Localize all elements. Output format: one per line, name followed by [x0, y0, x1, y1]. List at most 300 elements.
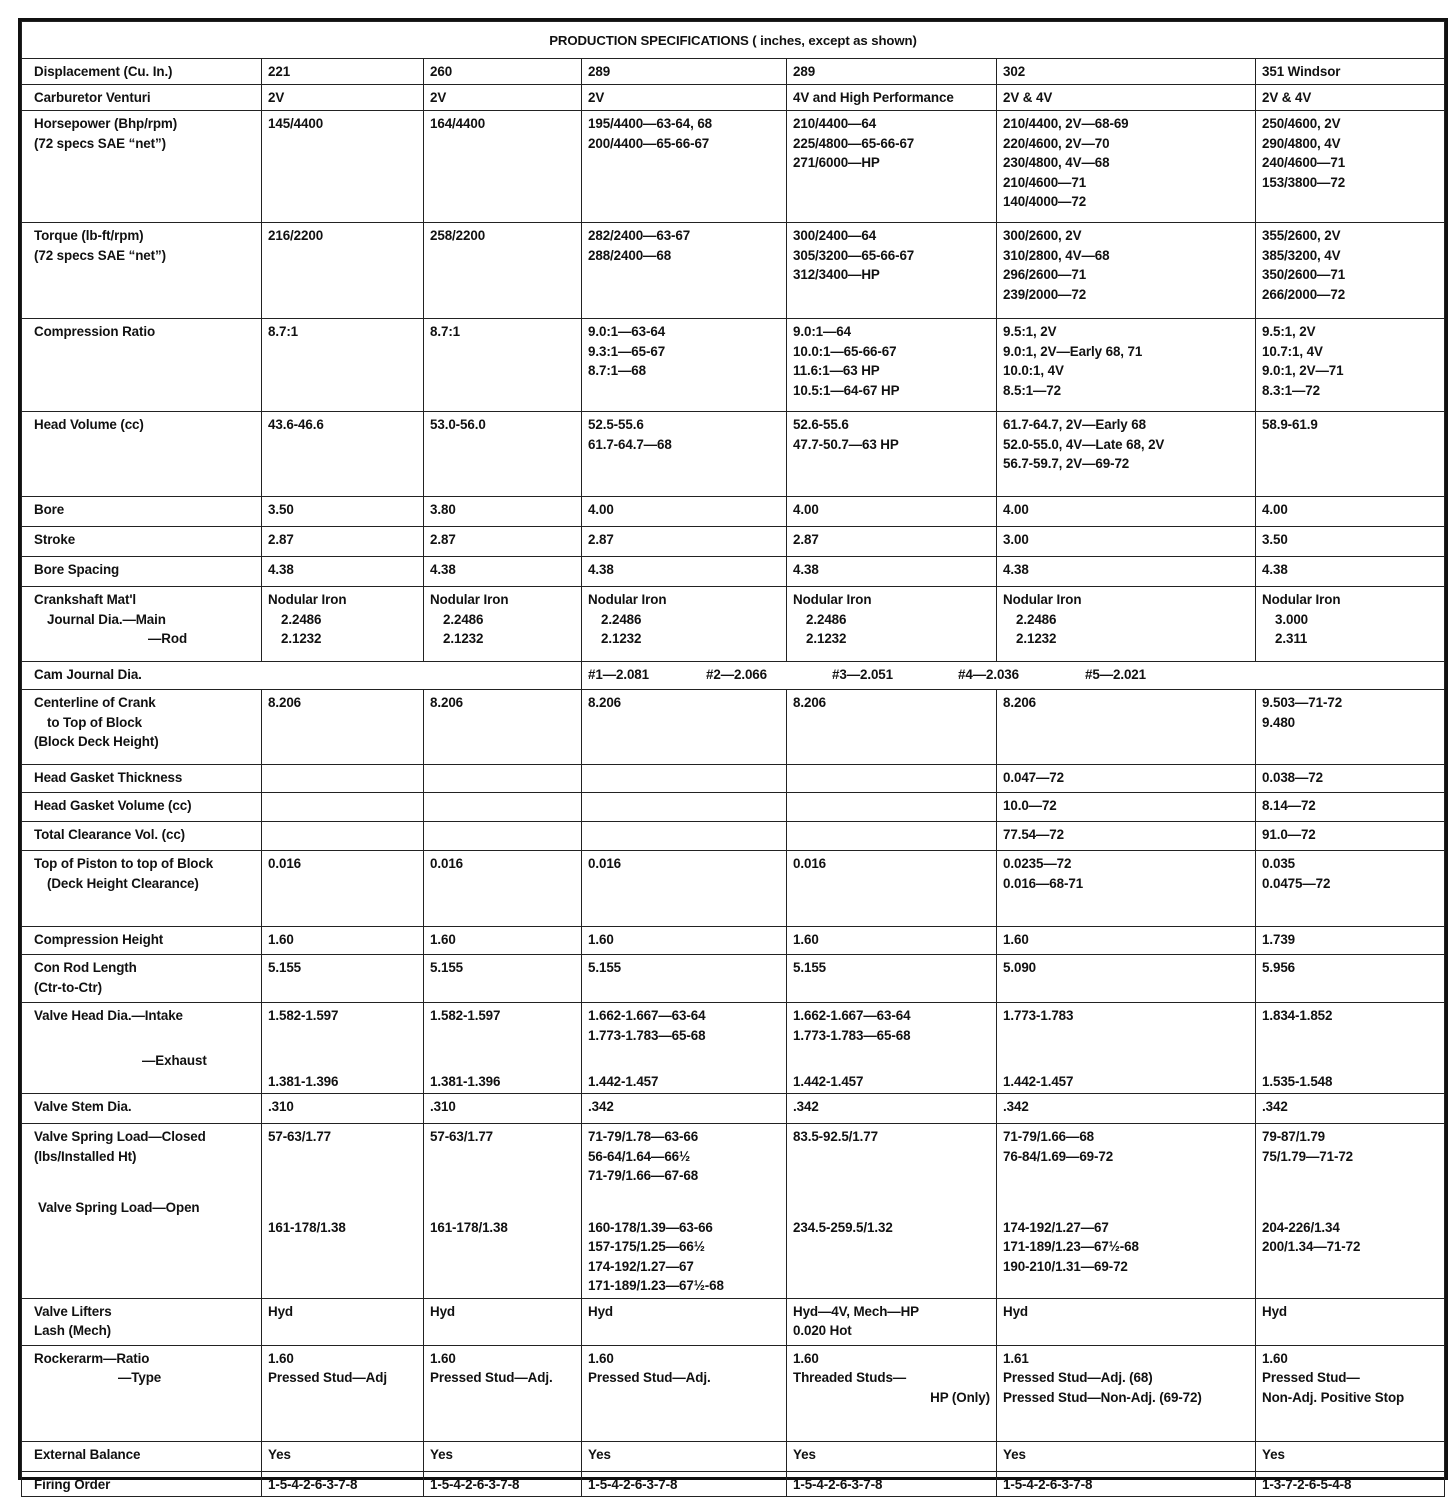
cell: [1256, 1298, 1445, 1345]
cell-line: 52.5-55.6: [588, 417, 644, 432]
row-compression-height: [22, 927, 1445, 955]
cell: 4.00: [787, 497, 997, 527]
row-label: Bore: [22, 497, 262, 527]
row-label: Firing Order: [22, 1471, 262, 1497]
cell-line: Valve Spring Load—Closed: [34, 1129, 206, 1144]
cell-line: 10.0:1—65-66-67: [793, 343, 897, 359]
cell-line: 225/4800—65-66-67: [793, 135, 915, 151]
cell: 302: [997, 59, 1256, 85]
cell: [1256, 851, 1445, 927]
cell-line: 76-84/1.69—69-72: [1003, 1148, 1114, 1164]
cell-line: Valve Spring Load—Open: [38, 1200, 200, 1215]
cell: [997, 1298, 1256, 1345]
cell-line: 9.5:1, 2V: [1262, 324, 1316, 339]
cell-line: 71-79/1.66—68: [1003, 1129, 1095, 1144]
cell: [1256, 111, 1445, 223]
cell: 3.00: [997, 527, 1256, 557]
cell-line: Pressed Stud—Adj: [268, 1370, 387, 1385]
row-label: Compression Height: [22, 927, 262, 955]
cell-line: Hyd: [430, 1303, 455, 1319]
cell-line: 0.020 Hot: [793, 1323, 852, 1338]
row-compression-ratio: [22, 319, 1445, 412]
row-label: Head Gasket Volume (cc): [22, 793, 262, 822]
cell: [262, 319, 424, 412]
cell: [424, 690, 582, 765]
cell: 2.87: [262, 527, 424, 557]
cell-line: 210/4400—64: [793, 116, 877, 131]
cell-line: 210/4600—71: [1003, 174, 1087, 190]
cell: [997, 111, 1256, 223]
cell: [262, 765, 424, 793]
cell-line: 230/4800, 4V—68: [1003, 155, 1110, 170]
cell: Yes: [997, 1441, 1256, 1471]
cell-line: to Top of Block: [47, 714, 142, 730]
cell: [997, 319, 1256, 412]
row-firing-order: [22, 1471, 1445, 1497]
cell-line: 174-192/1.27—67: [588, 1258, 694, 1274]
cell-line: 200/1.34—71-72: [1262, 1239, 1361, 1254]
cam-journal-3: #3—2.051: [832, 667, 893, 682]
cell-line: 2.1232: [806, 631, 847, 646]
row-label: [22, 223, 262, 319]
cell-line: 2.2486: [281, 611, 322, 627]
cell-line: 282/2400—63-67: [588, 228, 691, 243]
cell: 1-5-4-2-6-3-7-8: [262, 1471, 424, 1497]
cell-line: 239/2000—72: [1003, 286, 1087, 302]
cell: [1256, 1124, 1445, 1299]
cell-line: 1.60: [430, 1350, 456, 1366]
cell-line: Nodular Iron: [268, 592, 347, 607]
cell: [582, 319, 787, 412]
cell-line: 9.3:1—65-67: [588, 343, 666, 359]
cell-line: 2.2486: [443, 611, 484, 627]
cell-line: 2.2486: [601, 611, 642, 627]
cell: [582, 851, 787, 927]
cell-line: 2.1232: [281, 631, 322, 646]
cell: [582, 1003, 787, 1094]
cell: .342: [1256, 1094, 1445, 1124]
row-label: Stroke: [22, 527, 262, 557]
cell-line: 161-178/1.38: [268, 1219, 346, 1235]
cell: [262, 587, 424, 662]
cell: 2V & 4V: [997, 85, 1256, 111]
cell: 1.60: [424, 927, 582, 955]
cell: 2V: [582, 85, 787, 111]
cell: [262, 690, 424, 765]
cell: [787, 851, 997, 927]
cell: 5.090: [997, 955, 1256, 1003]
cell: [424, 1298, 582, 1345]
cell-line: 71-79/1.78—63-66: [588, 1129, 699, 1144]
cell-line: Centerline of Crank: [34, 695, 156, 710]
cell-line: 52.6-55.6: [793, 417, 849, 432]
cell: 1.60: [582, 927, 787, 955]
cell-line: 53.0-56.0: [430, 417, 486, 432]
cell-line: (Block Deck Height): [34, 734, 159, 749]
cell-line: 310/2800, 4V—68: [1003, 247, 1110, 263]
cell-line: Nodular Iron: [1003, 592, 1082, 607]
cell-line: 153/3800—72: [1262, 174, 1346, 190]
cell: [997, 1003, 1256, 1094]
cell: 5.155: [582, 955, 787, 1003]
cell-line: 8.7:1: [430, 324, 461, 339]
cell-line: 9.0:1, 2V—Early 68, 71: [1003, 343, 1143, 359]
cell-line: 71-79/1.66—67-68: [588, 1168, 699, 1183]
cell: [582, 765, 787, 793]
cell-line: 174-192/1.27—67: [1003, 1219, 1109, 1235]
cell-line: 9.0:1—64: [793, 324, 852, 339]
cell-line: 83.5-92.5/1.77: [793, 1129, 878, 1144]
row-gasket-volume: [22, 793, 1445, 822]
cell: [262, 1345, 424, 1441]
cell: 1.60: [787, 927, 997, 955]
cell-line: 47.7-50.7—63 HP: [793, 436, 899, 452]
cell-line: 2.1232: [601, 631, 642, 646]
cell: 4.38: [1256, 557, 1445, 587]
row-bore: [22, 497, 1445, 527]
cell: [262, 412, 424, 497]
cell: 5.956: [1256, 955, 1445, 1003]
cell-line: 1.61: [1003, 1350, 1029, 1366]
cell: [787, 587, 997, 662]
cell: [424, 793, 582, 822]
cell: [582, 111, 787, 223]
cell: [787, 1345, 997, 1441]
cell-line: 355/2600, 2V: [1262, 228, 1341, 243]
cell-line: Pressed Stud—: [1262, 1370, 1360, 1385]
cell-line: Journal Dia.—Main: [47, 611, 166, 627]
cell-line: 9.0:1—63-64: [588, 324, 666, 339]
row-bore-spacing: [22, 557, 1445, 587]
cell-line: —Rod: [148, 631, 188, 646]
row-label: External Balance: [22, 1441, 262, 1471]
cell: 1-3-7-2-6-5-4-8: [1256, 1471, 1445, 1497]
cam-journal-4: #4—2.036: [958, 667, 1019, 682]
cell: 3.80: [424, 497, 582, 527]
cell: [1256, 412, 1445, 497]
cell-line: Hyd: [1003, 1303, 1028, 1319]
row-valve-spring: [22, 1124, 1445, 1299]
cell-line: 1.60: [1262, 1350, 1288, 1366]
cell-line: 9.503—71-72: [1262, 695, 1343, 710]
cell-line: 8.206: [1003, 695, 1037, 710]
cell-line: 11.6:1—63 HP: [793, 363, 880, 378]
row-rockerarm: [22, 1345, 1445, 1441]
row-crankshaft: [22, 587, 1445, 662]
cell-line: (72 specs SAE “net”): [34, 247, 166, 263]
row-gasket-thickness: [22, 765, 1445, 793]
cam-journal-5: #5—2.021: [1085, 667, 1146, 682]
cell-line: Con Rod Length: [34, 960, 137, 975]
cell-line: 2.2486: [1016, 611, 1057, 627]
cell: 4.00: [1256, 497, 1445, 527]
row-deck-height: [22, 690, 1445, 765]
cell: [424, 822, 582, 851]
cell-line: 1.442-1.457: [1003, 1073, 1074, 1089]
cell: [262, 1298, 424, 1345]
cell-line: 290/4800, 4V: [1262, 135, 1341, 151]
cell: [997, 1345, 1256, 1441]
cell: [1256, 690, 1445, 765]
cell-line: —Type: [118, 1370, 162, 1385]
cell-line: 43.6-46.6: [268, 417, 324, 432]
cell: 1-5-4-2-6-3-7-8: [787, 1471, 997, 1497]
cell-line: 234.5-259.5/1.32: [793, 1219, 893, 1235]
cell-line: 1.773-1.783—65-68: [793, 1027, 911, 1043]
cell-line: 1.662-1.667—63-64: [793, 1008, 911, 1023]
cell: [997, 690, 1256, 765]
cell-line: 171-189/1.23—67½-68: [588, 1278, 724, 1293]
cell: Yes: [262, 1441, 424, 1471]
row-valve-stem: [22, 1094, 1445, 1124]
cell: [787, 1003, 997, 1094]
cell-line: (lbs/Installed Ht): [34, 1148, 137, 1164]
cell-line: 210/4400, 2V—68-69: [1003, 116, 1129, 131]
cell-line: 0.0475—72: [1262, 875, 1331, 891]
cell: [582, 1345, 787, 1441]
cell-line: Hyd: [1262, 1303, 1287, 1319]
cell: 1-5-4-2-6-3-7-8: [582, 1471, 787, 1497]
cell-line: 271/6000—HP: [793, 155, 880, 170]
cam-journal-1: #1—2.081: [588, 667, 649, 682]
cell: 4V and High Performance: [787, 85, 997, 111]
cell-line: 296/2600—71: [1003, 267, 1087, 282]
cell-line: 1.60: [588, 1350, 614, 1366]
cell: 4.38: [997, 557, 1256, 587]
table-title: PRODUCTION SPECIFICATIONS ( inches, except as shown): [22, 22, 1445, 59]
cell-line: 2.1232: [443, 631, 484, 646]
cell: [787, 319, 997, 412]
cell: [582, 223, 787, 319]
cell: 4.38: [424, 557, 582, 587]
cell: [787, 765, 997, 793]
cell: [1256, 319, 1445, 412]
cell-line: 9.0:1, 2V—71: [1262, 363, 1344, 378]
cell: 221: [262, 59, 424, 85]
cell: 4.00: [997, 497, 1256, 527]
cell-line: 52.0-55.0, 4V—Late 68, 2V: [1003, 436, 1165, 452]
cell-line: —Exhaust: [142, 1052, 207, 1068]
row-label: [22, 1124, 262, 1299]
cell: [997, 223, 1256, 319]
cell-line: 300/2400—64: [793, 228, 877, 243]
cell: [582, 1124, 787, 1299]
cell: 91.0—72: [1256, 822, 1445, 851]
cell-line: 8.3:1—72: [1262, 382, 1321, 398]
cell: Yes: [424, 1441, 582, 1471]
cell: .342: [787, 1094, 997, 1124]
cell-line: Pressed Stud—Adj.: [430, 1370, 553, 1385]
cell-line: 0.016—68-71: [1003, 875, 1084, 891]
cell-line: (72 specs SAE “net”): [34, 135, 166, 151]
cell-line: 305/3200—65-66-67: [793, 247, 915, 263]
cell: [424, 587, 582, 662]
row-head-volume: [22, 412, 1445, 497]
cell: 5.155: [262, 955, 424, 1003]
cell-line: 8.206: [268, 695, 302, 710]
row-horsepower: [22, 111, 1445, 223]
row-label: [22, 111, 262, 223]
cell-line: 160-178/1.39—63-66: [588, 1219, 713, 1235]
row-carburetor: [22, 85, 1445, 111]
cell-line: 350/2600—71: [1262, 267, 1346, 282]
cell-line: 1.60: [793, 1350, 819, 1366]
cell: [1256, 1345, 1445, 1441]
cell: .310: [262, 1094, 424, 1124]
row-label: Displacement (Cu. In.): [22, 59, 262, 85]
cell-line: 0.016: [588, 856, 622, 871]
cell: [424, 1345, 582, 1441]
cell-line: 2.311: [1275, 631, 1308, 646]
cell: [997, 587, 1256, 662]
cell-line: 300/2600, 2V: [1003, 228, 1082, 243]
cell-line: Nodular Iron: [1262, 592, 1341, 607]
row-label: Head Volume (cc): [22, 412, 262, 497]
cell-line: 8.7:1—68: [588, 363, 647, 378]
cell: 1.60: [262, 927, 424, 955]
cell-line: 10.5:1—64-67 HP: [793, 382, 900, 398]
cell-line: Nodular Iron: [588, 592, 667, 607]
row-label: [22, 587, 262, 662]
cell: 77.54—72: [997, 822, 1256, 851]
cell-line: 1.381-1.396: [268, 1073, 339, 1089]
cell: [787, 1124, 997, 1299]
cell: [424, 319, 582, 412]
cell: [424, 851, 582, 927]
cell-line: 10.0:1, 4V: [1003, 363, 1064, 378]
cell: 5.155: [424, 955, 582, 1003]
cell-line: 1.60: [268, 1350, 294, 1366]
cell-line: Hyd: [588, 1303, 613, 1319]
row-label: Bore Spacing: [22, 557, 262, 587]
cell-line: 1.773-1.783: [1003, 1008, 1074, 1023]
cell: 1.60: [997, 927, 1256, 955]
cell-line: 57-63/1.77: [430, 1129, 494, 1144]
cell-line: 56.7-59.7, 2V—69-72: [1003, 456, 1130, 471]
row-label: [22, 690, 262, 765]
cell-line: 204-226/1.34: [1262, 1219, 1340, 1235]
cell-line: 9.480: [1262, 714, 1296, 730]
cell-line: 190-210/1.31—69-72: [1003, 1258, 1128, 1274]
cell: 2V: [262, 85, 424, 111]
row-label: Valve Stem Dia.: [22, 1094, 262, 1124]
row-label: [22, 851, 262, 927]
row-label: [22, 1003, 262, 1094]
cell: 10.0—72: [997, 793, 1256, 822]
cell-line: (Ctr-to-Ctr): [34, 979, 102, 995]
cell: 0.038—72: [1256, 765, 1445, 793]
cell-line: 3.000: [1275, 611, 1309, 627]
cell: [262, 822, 424, 851]
cell-line: Pressed Stud—Non-Adj. (69-72): [1003, 1389, 1202, 1405]
cell-line: 240/4600—71: [1262, 155, 1346, 170]
cell: 2.87: [582, 527, 787, 557]
cell: [997, 412, 1256, 497]
title-row: [22, 22, 1445, 59]
row-label: Compression Ratio: [22, 319, 262, 412]
cell-line: 140/4000—72: [1003, 194, 1087, 209]
cell-line: 1.442-1.457: [793, 1073, 864, 1089]
row-external-balance: [22, 1441, 1445, 1471]
cell-line: Pressed Stud—Adj. (68): [1003, 1370, 1153, 1385]
cell-line: Nodular Iron: [793, 592, 872, 607]
cell-line: Threaded Studs—: [793, 1370, 907, 1385]
cell-line: Nodular Iron: [430, 592, 509, 607]
cell-line: Valve Lifters: [34, 1303, 112, 1319]
cell-line: Valve Head Dia.—Intake: [34, 1008, 183, 1023]
cell: [424, 1003, 582, 1094]
cell: [787, 822, 997, 851]
cell-line: 0.035: [1262, 856, 1296, 871]
cell: [787, 690, 997, 765]
cell-line: 1.582-1.597: [430, 1008, 501, 1023]
cell-line: HP (Only): [930, 1389, 990, 1405]
cell-line: 0.016: [430, 856, 464, 871]
cell: 1.739: [1256, 927, 1445, 955]
cell: [1256, 1003, 1445, 1094]
cell-line: 8.206: [430, 695, 464, 710]
cell: [262, 1124, 424, 1299]
cell-line: 79-87/1.79: [1262, 1129, 1326, 1144]
cell: 289: [582, 59, 787, 85]
cell: .342: [582, 1094, 787, 1124]
cell-line: 56-64/1.64—66½: [588, 1148, 691, 1164]
cell: 2.87: [424, 527, 582, 557]
cell: 5.155: [787, 955, 997, 1003]
row-valve-lifters: [22, 1298, 1445, 1345]
cell: [787, 793, 997, 822]
cell-line: 1.442-1.457: [588, 1073, 659, 1089]
cell: Yes: [787, 1441, 997, 1471]
cell: 4.00: [582, 497, 787, 527]
cell: [582, 690, 787, 765]
cell: [1256, 587, 1445, 662]
row-label: Carburetor Venturi: [22, 85, 262, 111]
cell-line: 1.773-1.783—65-68: [588, 1027, 706, 1043]
row-label: Cam Journal Dia.: [22, 662, 582, 690]
cell: 3.50: [262, 497, 424, 527]
cell: [424, 1124, 582, 1299]
cell: 260: [424, 59, 582, 85]
cam-values: [582, 662, 1445, 690]
cell: 1-5-4-2-6-3-7-8: [424, 1471, 582, 1497]
cell-line: Top of Piston to top of Block: [34, 856, 214, 871]
cell-line: 266/2000—72: [1262, 286, 1346, 302]
cell: [1256, 223, 1445, 319]
cell: [787, 223, 997, 319]
cell-line: 8.206: [588, 695, 622, 710]
cam-journal-2: #2—2.066: [706, 667, 767, 682]
row-label: [22, 1345, 262, 1441]
cell: Yes: [582, 1441, 787, 1471]
row-deck-clearance: [22, 851, 1445, 927]
cell: 4.38: [787, 557, 997, 587]
row-valve-head: [22, 1003, 1445, 1094]
cell-line: 145/4400: [268, 116, 324, 131]
cell: [997, 851, 1256, 927]
cell: 1-5-4-2-6-3-7-8: [997, 1471, 1256, 1497]
cell-line: 8.5:1—72: [1003, 382, 1062, 398]
cell-line: Torque (lb-ft/rpm): [34, 228, 144, 243]
cell-line: 0.0235—72: [1003, 856, 1072, 871]
cell-line: 57-63/1.77: [268, 1129, 332, 1144]
cell-line: 58.9-61.9: [1262, 417, 1318, 432]
cell: Yes: [1256, 1441, 1445, 1471]
cell: [262, 851, 424, 927]
cell-line: 2.2486: [806, 611, 847, 627]
row-torque: [22, 223, 1445, 319]
cell-line: Horsepower (Bhp/rpm): [34, 116, 178, 131]
